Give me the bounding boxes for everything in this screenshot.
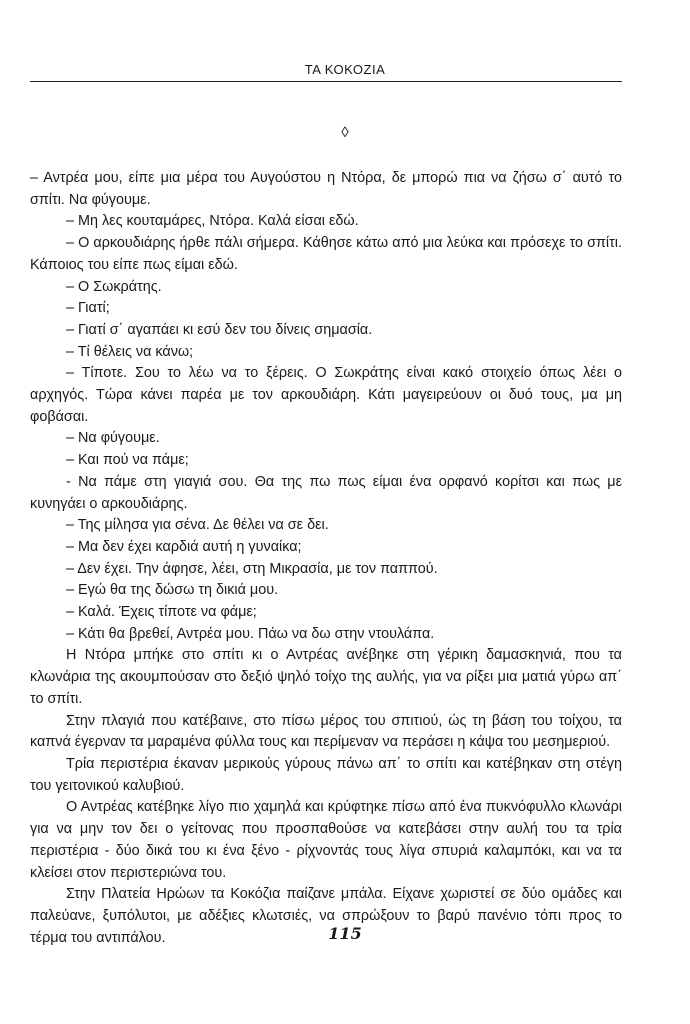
paragraph: – Γιατί; bbox=[66, 300, 110, 317]
paragraph: Στην πλαγιά που κατέβαινε, στο πίσω μέρος του σπιτιού, ώς τη βάση του τοίχου, τα καπνά έγερναν τα μαραμένα φύλλα τους και περίμεναν να περάσει η κάψα του μεσημεριού. bbox=[30, 712, 622, 751]
paragraph: – Και πού να πάμε; bbox=[66, 452, 189, 469]
paragraph: – Δεν έχει. Την άφησε, λέει, στη Μικρασία, με τον παππού. bbox=[66, 560, 438, 577]
paragraph: – Ο Σωκράτης. bbox=[66, 278, 162, 295]
paragraph: – Καλά. Έχεις τίποτε να φάμε; bbox=[66, 604, 257, 621]
paragraph: – Γιατί σ΄ αγαπάει κι εσύ δεν του δίνεις σημασία. bbox=[66, 321, 373, 338]
paragraph: – Να φύγουμε. bbox=[66, 430, 160, 447]
paragraph: – Τί θέλεις να κάνω; bbox=[66, 343, 194, 360]
section-ornament: ◊ bbox=[341, 124, 349, 141]
paragraph: – Εγώ θα της δώσω τη δικιά μου. bbox=[66, 582, 279, 599]
paragraph: – Αντρέα μου, είπε μια μέρα του Αυγούστου η Ντόρα, δε μπορώ πια να ζήσω σ΄ αυτό το σπίτι. Να φύγουμε. bbox=[30, 170, 622, 208]
paragraph: Η Ντόρα μπήκε στο σπίτι κι ο Αντρέας ανέβηκε στη γέρικη δαμασκηνιά, που τα κλωνάρια της ακουμπούσαν στο δεξιό ψηλό τοίχο της αυλής, για να ρίξει μια ματιά γύρω απ΄ το σπίτι. bbox=[30, 647, 622, 707]
page-number: 115 bbox=[328, 924, 362, 943]
paragraph: – Της μίλησα για σένα. Δε θέλει να σε δει. bbox=[66, 517, 329, 534]
paragraph: – Μη λες κουταμάρες, Ντόρα. Καλά είσαι εδώ. bbox=[66, 213, 359, 230]
paragraph: Στην Πλατεία Ηρώων τα Κοκόζια παίζανε μπάλα. Είχανε χωριστεί σε δύο ομάδες και παλεύανε, ξυπόλυτοι, με αδέξιες κλωτσιές, να σπρώξουν το βαρύ πανένιο τόπι προς το τέρμα του αντιπάλου. bbox=[30, 886, 622, 946]
paragraph: – Τίποτε. Σου το λέω να το ξέρεις. Ο Σωκράτης είναι κακό στοιχείο όπως λέει ο αρχηγός. Τώρα κάνει παρέα με τον αρκουδιάρη. Κάτι μαγειρεύουν οι δυό τους, μα μη φοβάσαι. bbox=[30, 365, 622, 425]
header-rule bbox=[30, 81, 622, 82]
paragraph: – Κάτι θα βρεθεί, Αντρέα μου. Πάω να δω στην ντουλάπα. bbox=[66, 625, 435, 642]
running-header: ΤΑ ΚΟΚΟΖΙΑ bbox=[304, 62, 386, 77]
body-text bbox=[30, 168, 622, 949]
paragraph: – Ο αρκουδιάρης ήρθε πάλι σήμερα. Κάθησε κάτω από μια λεύκα και πρόσεχε το σπίτι. Κάποιος του είπε πως είμαι εδώ. bbox=[30, 235, 622, 273]
paragraph: - Να πάμε στη γιαγιά σου. Θα της πω πως είμαι ένα ορφανό κορίτσι και πως με κυνηγάει ο αρκουδιάρης. bbox=[30, 473, 622, 512]
paragraph: – Μα δεν έχει καρδιά αυτή η γυναίκα; bbox=[66, 538, 302, 555]
paragraph: Ο Αντρέας κατέβηκε λίγο πιο χαμηλά και κρύφτηκε πίσω από ένα πυκνόφυλλο κλωνάρι για να μην τον δει ο γείτονας που προσπαθούσε να κατεβάσει στην αυλή του τα τρία περιστέρια - δύο δικά του κι ένα ξένο - ρίχνοντάς τους λίγα σπυριά καλαμπόκι, και να τα κλείσει στον περιστεριώνα του. bbox=[30, 799, 622, 881]
paragraph: Τρία περιστέρια έκαναν μερικούς γύρους πάνω απ΄ το σπίτι και κατέβηκαν στη στέγη του γειτονικού καλυβιού. bbox=[30, 755, 622, 794]
